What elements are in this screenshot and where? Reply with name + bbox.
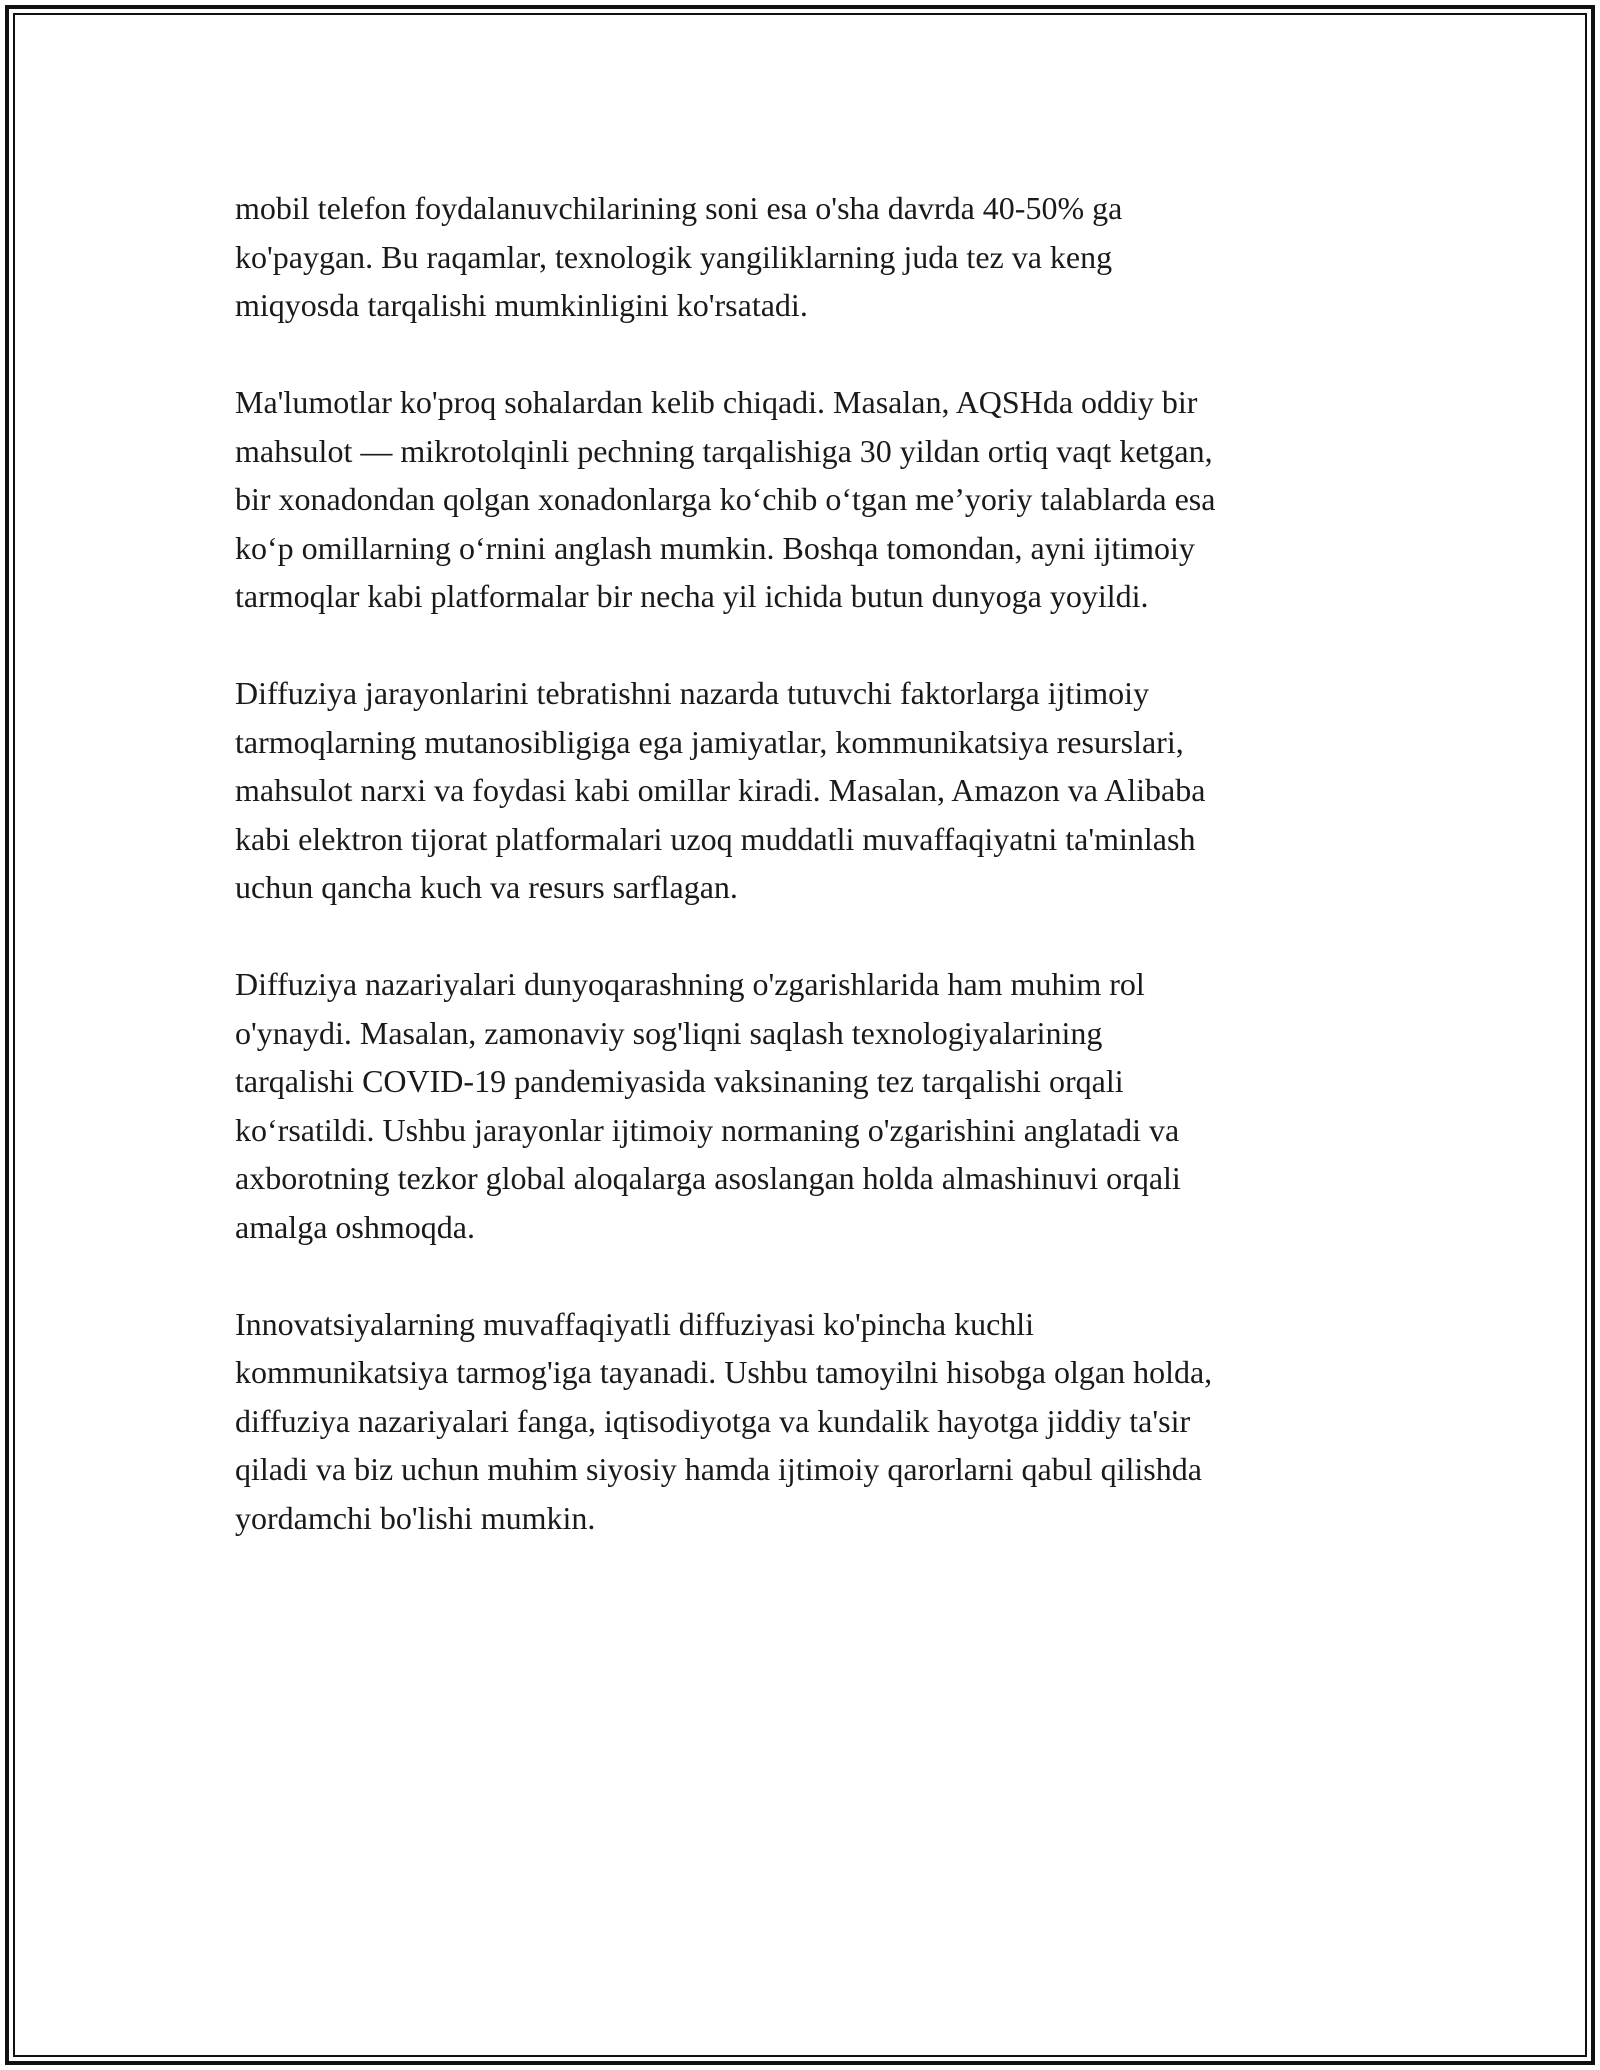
text-line: qiladi va biz uchun muhim siyosiy hamda ijtimoiy qarorlarni qabul qilishda xyxy=(235,1451,1202,1487)
text-line: Diffuziya nazariyalari dunyoqarashning o'zgarishlarida ham muhim rol xyxy=(235,966,1145,1002)
paragraph-3 xyxy=(235,669,1375,912)
text-line: Ma'lumotlar ko'proq sohalardan kelib chiqadi. Masalan, AQSHda oddiy bir xyxy=(235,384,1198,420)
text-line: tarmoqlarning mutanosibligiga ega jamiyatlar, kommunikatsiya resurslari, xyxy=(235,723,1184,760)
text-line: miqyosda tarqalishi mumkinligini ko'rsatadi. xyxy=(235,287,808,323)
text-line: tarmoqlar kabi platformalar bir necha yil ichida butun dunyoga yoyildi. xyxy=(235,578,1149,614)
text-line: Diffuziya jarayonlarini tebratishni nazarda tutuvchi faktorlarga ijtimoiy xyxy=(235,675,1150,711)
text-line: tarqalishi COVID-19 pandemiyasida vaksinaning tez tarqalishi orqali xyxy=(235,1063,1124,1099)
text-line: mobil telefon foydalanuvchilarining soni esa o'sha davrda 40-50% ga xyxy=(235,190,1123,226)
text-line: Innovatsiyalarning muvaffaqiyatli diffuziyasi ko'pincha kuchli xyxy=(235,1305,1035,1342)
text-line: o'ynaydi. Masalan, zamonaviy sog'liqni saqlash texnologiyalarining xyxy=(235,1014,1103,1051)
text-line: yordamchi bo'lishi mumkin. xyxy=(235,1499,596,1536)
text-line: uchun qancha kuch va resurs sarflagan. xyxy=(235,869,738,905)
paragraph-4 xyxy=(235,960,1375,1251)
paragraph-2 xyxy=(235,378,1375,621)
text-line: ko'paygan. Bu raqamlar, texnologik yangiliklarning juda tez va keng xyxy=(235,238,1113,275)
paragraph-1 xyxy=(235,184,1375,330)
text-line: amalga oshmoqda. xyxy=(235,1208,475,1245)
text-line: kabi elektron tijorat platformalari uzoq muddatli muvaffaqiyatni ta'minlash xyxy=(235,820,1196,857)
text-line: kommunikatsiya tarmog'iga tayanadi. Ushbu tamoyilni hisobga olgan holda, xyxy=(235,1354,1213,1390)
paragraph-5 xyxy=(235,1300,1375,1543)
text-line: diffuziya nazariyalari fanga, iqtisodiyotga va kundalik hayotga jiddiy ta'sir xyxy=(235,1402,1191,1439)
text-line: mahsulot narxi va foydasi kabi omillar kiradi. Masalan, Amazon va Alibaba xyxy=(235,772,1206,808)
text-line: koʻrsatildi. Ushbu jarayonlar ijtimoiy normaning o'zgarishini anglatadi va xyxy=(235,1111,1180,1148)
document-body xyxy=(235,184,1375,1591)
text-line: bir xonadondan qolgan xonadonlarga koʻchib oʻtgan me’yoriy talablarda esa xyxy=(235,481,1216,517)
text-line: koʻp omillarning oʻrnini anglash mumkin. Boshqa tomondan, ayni ijtimoiy xyxy=(235,529,1195,566)
text-line: axborotning tezkor global aloqalarga asoslangan holda almashinuvi orqali xyxy=(235,1160,1181,1196)
text-line: mahsulot — mikrotolqinli pechning tarqalishiga 30 yildan ortiq vaqt ketgan, xyxy=(235,432,1213,469)
